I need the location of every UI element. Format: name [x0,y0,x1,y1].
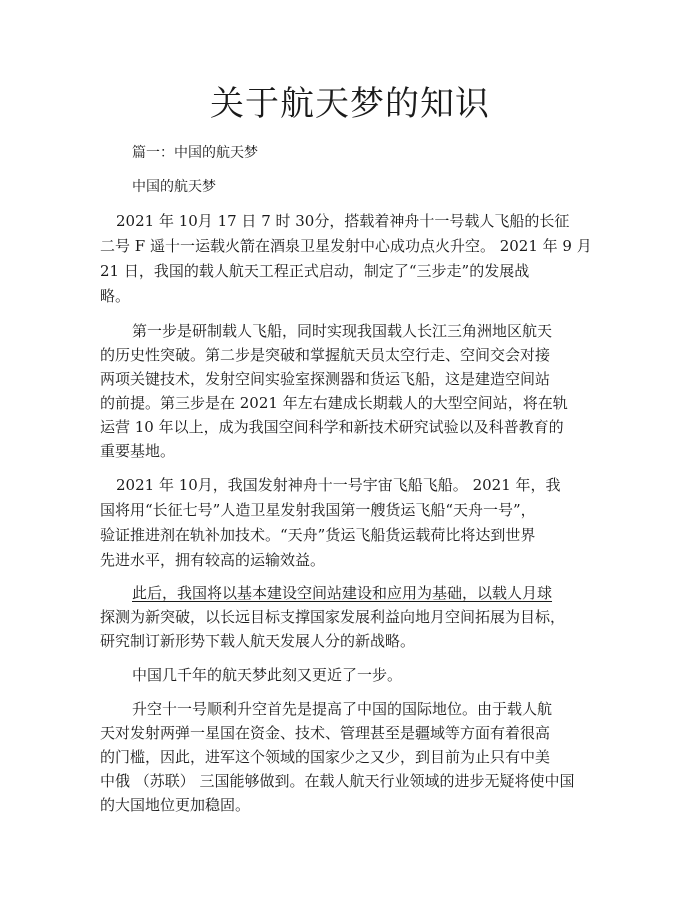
text-line: 2021 年 10月，我国发射神舟十一号宇宙飞船飞船。 2021 年，我 [116,476,561,494]
text-line: 略。 [100,287,131,305]
text-line: 的门槛，因此，进军这个领域的国家少之又少，到目前为止只有中美 [100,748,551,766]
section-heading: 篇一：中国的航天梦 [132,145,258,161]
text-line: 第一步是研制载人飞船，同时实现我国载人长江三角洲地区航天 [132,322,553,340]
text-line: 先进水平，拥有较高的运输效益。 [100,551,326,569]
text-line: 运营 10 年以上，成为我国空间科学和新技术研究试验以及科普教育的 [100,418,564,436]
text-line: 中俄 （苏联） 三国能够做到。在载人航天行业领域的进步无疑将使中国 [100,772,575,790]
page-title: 关于航天梦的知识 [210,84,490,124]
text-line: 国将用“长征七号”人造卫星发射我国第一艘货运飞船“天舟一号”， [100,501,536,519]
text-line: 21 日，我国的载人航天工程正式启动，制定了“三步走”的发展战 [100,262,530,280]
text-line: 两项关键技术，发射空间实验室探测器和货运飞船，这是建造空间站 [100,370,551,388]
text-line: 二号 F 遥十一运载火箭在酒泉卫星发射中心成功点火升空。 2021 年 9 月 [100,237,592,255]
text-line: 的历史性突破。第二步是突破和掌握航天员太空行走、空间交会对接 [100,346,551,364]
text-line: 验证推进剂在轨补加技术。“天舟”货运飞船货运载荷比将达到世界 [100,526,536,544]
text-line: 天对发射两弹一星国在资金、技术、管理甚至是疆域等方面有着很高 [100,724,551,742]
text-line: 探测为新突破，以长远目标支撑国家发展利益向地月空间拓展为目标， [100,608,566,626]
text-line: 此后，我国将以基本建设空间站建设和应用为基础，以载人月球 [132,584,553,602]
text-line: 的前提。第三步是在 2021 年左右建成长期载人的大型空间站，将在轨 [100,394,568,412]
text-line: 研究制订新形势下载人航天发展人分的新战略。 [100,632,416,650]
text-line: 升空十一号顺利升空首先是提高了中国的国际地位。由于载人航 [132,700,553,718]
text-line: 的大国地位更加稳固。 [100,796,251,814]
paragraph-5: 中国几千年的航天梦此刻又更近了一步。 [132,666,403,684]
text-line: 2021 年 10月 17 日 7 时 30分，搭载着神舟十一号载人飞船的长征 [116,212,570,230]
subheading: 中国的航天梦 [132,179,216,195]
text-line: 重要基地。 [100,442,176,460]
